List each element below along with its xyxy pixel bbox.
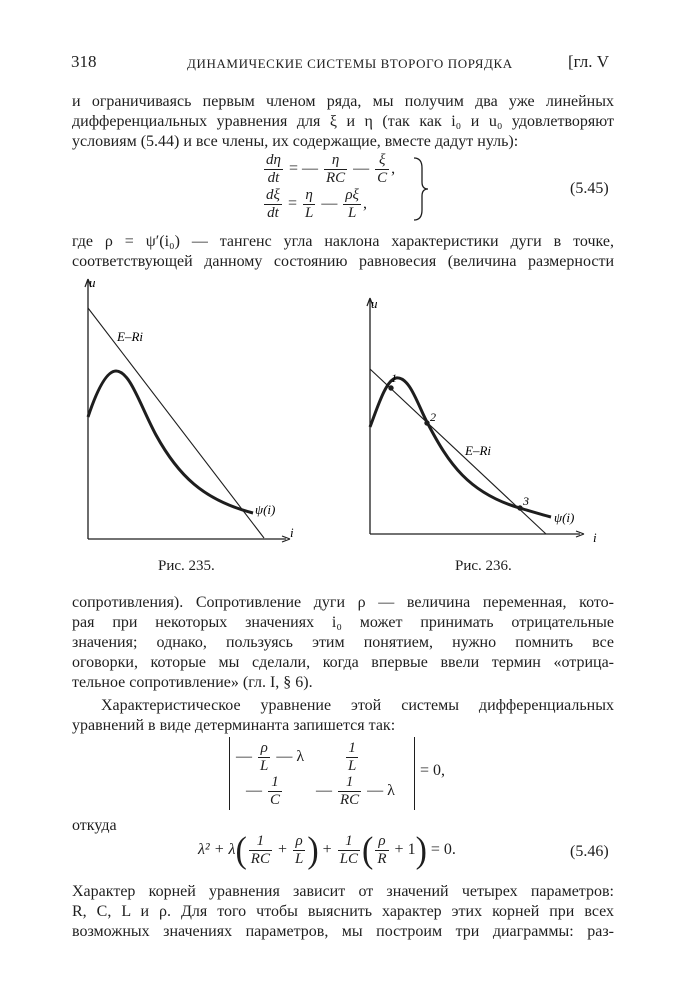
text-line: тельное сопротивление» (гл. I, § 6).	[72, 674, 313, 691]
determinant-bar-right	[414, 737, 415, 810]
frac-num: ρ	[375, 833, 388, 851]
running-title: ДИНАМИЧЕСКИЕ СИСТЕМЫ ВТОРОГО ПОРЯДКА	[187, 56, 513, 71]
equals-sign: =	[287, 195, 297, 213]
point-label-1: 1	[391, 371, 397, 385]
axis-u-label: u	[371, 296, 378, 311]
load-line	[88, 308, 264, 538]
frac-den: dt	[267, 205, 279, 221]
lambda-terms: λ² + λ	[198, 841, 236, 859]
determinant-cell-22	[316, 774, 395, 809]
determinant-cell-12	[344, 740, 360, 775]
right-brace	[412, 156, 432, 222]
frac-num: ξ	[375, 152, 389, 170]
frac-num: 1	[338, 833, 360, 851]
equation-row-1	[262, 152, 395, 187]
text-line: сопротивления). Сопротивление дуги ρ — величина переменная, кото-	[72, 594, 614, 611]
minus-sign: —	[246, 782, 262, 800]
lambda: λ	[387, 782, 395, 800]
paren-open: (	[235, 829, 247, 871]
point-label-2: 2	[430, 410, 436, 424]
minus-sign: —	[321, 195, 338, 213]
comma: ,	[391, 160, 396, 178]
text-line: возможных значениях параметров, мы построим три диаграммы: раз-	[72, 923, 614, 940]
text-line: R, C, L и ρ. Для того чтобы выяснить характер этих корней при всех	[72, 903, 614, 920]
equation-row-2	[262, 187, 367, 222]
minus-sign: —	[316, 782, 332, 800]
comma: ,	[362, 195, 367, 213]
paren-close: )	[415, 829, 427, 871]
equilibrium-point	[518, 506, 522, 510]
text-line: где ρ = ψ′(i₀) — тангенс угла наклона характеристики дуги в точке,	[72, 233, 614, 250]
text-line: рая при некоторых значениях i₀ может принимать отрицательные	[72, 614, 614, 631]
equilibrium-point	[425, 421, 429, 425]
frac-num: ρ	[258, 740, 270, 758]
text-line: оговорки, которые мы сделали, когда впервые ввели термин «отрица-	[72, 654, 614, 671]
frac-num: dη	[266, 152, 281, 168]
frac-den: R	[377, 851, 387, 867]
paren-close: )	[307, 829, 319, 871]
frac-num: dξ	[266, 187, 280, 203]
equation-number: (5.46)	[570, 843, 609, 860]
line-label: E–Ri	[465, 443, 491, 458]
figure-236	[358, 294, 608, 546]
text-line: условиям (5.44) и все члены, их содержащие, вместе дадут нуль):	[72, 133, 519, 150]
text-line: соответствующей данному состоянию равновесия (величина размерности	[72, 253, 614, 270]
minus-sign: —	[301, 160, 318, 178]
determinant-bar-left	[229, 737, 230, 810]
frac-den: L	[260, 758, 269, 774]
axis-u-label: u	[89, 275, 96, 290]
plus-one: + 1	[394, 841, 416, 859]
text-line: дифференциальных уравнения для ξ и η (так как i₀ и u₀ удовлетворяют	[72, 113, 614, 130]
frac-num: ρξ	[345, 187, 359, 203]
frac-num: 1	[249, 833, 272, 851]
lambda: λ	[296, 748, 305, 766]
frac-num: 1	[268, 774, 282, 792]
curve-label: ψ(i)	[255, 502, 276, 517]
frac-den: RC	[325, 170, 346, 186]
equation-5-46	[198, 829, 456, 871]
figure-235	[68, 275, 308, 545]
axis-i-label: i	[593, 530, 597, 545]
text-line: уравнений в виде детерминанта запишется так:	[72, 717, 396, 734]
page-number: 318	[71, 52, 97, 71]
chapter-marker: [гл. V	[568, 52, 610, 71]
frac-num: 1	[338, 774, 361, 792]
plus-sign: +	[322, 841, 332, 859]
text-line: Характер корней уравнения зависит от значений четырех параметров:	[72, 883, 614, 900]
curve-label: ψ(i)	[554, 510, 575, 525]
determinant-row-2	[246, 774, 284, 809]
frac-num: η	[303, 187, 315, 205]
frac-den: LC	[339, 851, 359, 867]
point-label-3: 3	[523, 494, 529, 508]
equation-number: (5.45)	[570, 180, 609, 197]
minus-sign: —	[276, 748, 293, 766]
frac-den: RC	[250, 851, 270, 867]
axis-i-label: i	[290, 525, 294, 540]
equilibrium-point	[389, 386, 393, 390]
figure-235-caption: Рис. 235.	[158, 558, 215, 574]
frac-den: C	[270, 792, 281, 808]
figure-236-caption: Рис. 236.	[455, 558, 512, 574]
frac-den: dt	[267, 170, 280, 186]
equals-zero: = 0.	[430, 841, 456, 859]
frac-num: η	[324, 152, 347, 170]
minus-sign: —	[367, 782, 384, 800]
line-label: E–Ri	[117, 329, 143, 344]
determinant-row-1	[236, 740, 304, 775]
frac-den: C	[377, 170, 388, 186]
paren-open: (	[362, 829, 374, 871]
frac-den: L	[348, 758, 357, 774]
frac-den: RC	[340, 792, 360, 808]
minus-sign: —	[236, 748, 252, 766]
determinant-equals-zero: = 0,	[420, 762, 446, 779]
plus-sign: +	[277, 841, 287, 859]
minus-sign: —	[353, 160, 370, 178]
text-line: откуда	[72, 817, 117, 834]
frac-den: L	[294, 851, 304, 867]
frac-num: ρ	[293, 833, 305, 851]
text-line: Характеристическое уравнение этой системы дифференциальных	[101, 697, 614, 714]
equals-sign: =	[288, 160, 298, 178]
frac-num: 1	[346, 740, 358, 758]
text-line: значения; однако, пользуясь этим понятием, нужно помнить все	[72, 634, 614, 651]
text-line: и ограничиваясь первым членом ряда, мы получим два уже линейных	[72, 93, 614, 110]
frac-den: L	[304, 205, 314, 221]
frac-den: L	[347, 205, 357, 221]
